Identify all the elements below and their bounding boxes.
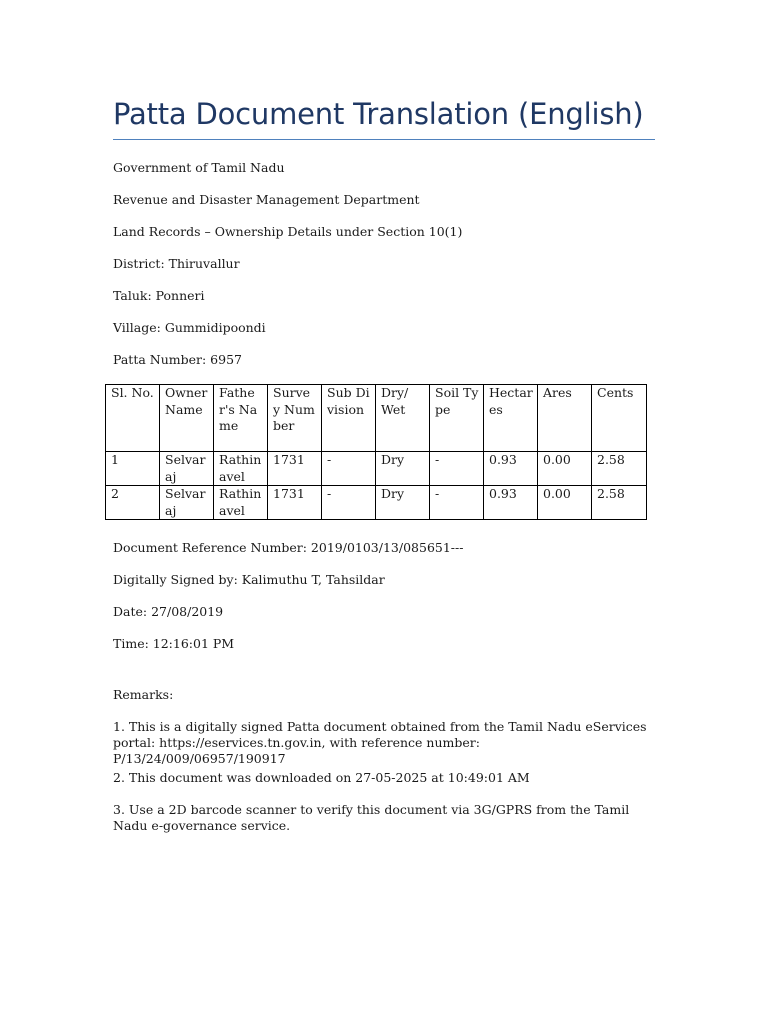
cell-dry-wet: Dry xyxy=(376,452,430,486)
col-soil-type: Soil Type xyxy=(430,385,484,452)
cell-hectares: 0.93 xyxy=(484,486,538,520)
time-line: Time: 12:16:01 PM xyxy=(113,636,235,651)
cell-cents: 2.58 xyxy=(592,486,647,520)
department-line: Revenue and Disaster Management Department xyxy=(113,192,420,207)
district-line: District: Thiruvallur xyxy=(113,256,240,271)
cell-sl-no: 1 xyxy=(106,452,160,486)
cell-owner-name: Selvaraj xyxy=(160,486,214,520)
remark-item: 2. This document was downloaded on 27-05-2025 at 10:49:01 AM xyxy=(113,770,530,785)
cell-sub-division: - xyxy=(322,486,376,520)
village-line: Village: Gummidipoondi xyxy=(113,320,266,335)
title-underline xyxy=(113,139,655,140)
patta-number-line: Patta Number: 6957 xyxy=(113,352,242,367)
col-cents: Cents xyxy=(592,385,647,452)
signed-by-line: Digitally Signed by: Kalimuthu T, Tahsildar xyxy=(113,572,385,587)
cell-sub-division: - xyxy=(322,452,376,486)
cell-survey-number: 1731 xyxy=(268,452,322,486)
col-owner-name: Owner Name xyxy=(160,385,214,452)
remark-item: 1. This is a digitally signed Patta document obtained from the Tamil Nadu eServices portal: https://eservices.tn.gov.in, with reference number: P/13/24/009/06957/190917 xyxy=(113,719,647,766)
cell-hectares: 0.93 xyxy=(484,452,538,486)
remark-item: 3. Use a 2D barcode scanner to verify this document via 3G/GPRS from the Tamil Nadu e-governance service. xyxy=(113,802,630,833)
cell-ares: 0.00 xyxy=(538,452,592,486)
ownership-table xyxy=(105,384,647,520)
date-line: Date: 27/08/2019 xyxy=(113,604,224,619)
cell-soil-type: - xyxy=(430,486,484,520)
col-survey-number: Survey Number xyxy=(268,385,322,452)
document-title: Patta Document Translation (English) xyxy=(113,97,644,131)
cell-ares: 0.00 xyxy=(538,486,592,520)
cell-soil-type: - xyxy=(430,452,484,486)
cell-fathers-name: Rathinavel xyxy=(214,452,268,486)
cell-cents: 2.58 xyxy=(592,452,647,486)
table-row xyxy=(106,452,647,486)
col-sub-division: Sub Division xyxy=(322,385,376,452)
col-hectares: Hectares xyxy=(484,385,538,452)
cell-owner-name: Selvaraj xyxy=(160,452,214,486)
table-header-row xyxy=(106,385,647,452)
cell-sl-no: 2 xyxy=(106,486,160,520)
cell-fathers-name: Rathinavel xyxy=(214,486,268,520)
col-fathers-name: Father's Name xyxy=(214,385,268,452)
records-section-line: Land Records – Ownership Details under Section 10(1) xyxy=(113,224,463,239)
table-row xyxy=(106,486,647,520)
taluk-line: Taluk: Ponneri xyxy=(113,288,205,303)
government-line: Government of Tamil Nadu xyxy=(113,160,285,175)
col-ares: Ares xyxy=(538,385,592,452)
col-dry-wet: Dry/ Wet xyxy=(376,385,430,452)
remarks-heading: Remarks: xyxy=(113,687,174,702)
cell-survey-number: 1731 xyxy=(268,486,322,520)
reference-number-line: Document Reference Number: 2019/0103/13/085651--- xyxy=(113,540,464,555)
col-sl-no: Sl. No. xyxy=(106,385,160,452)
cell-dry-wet: Dry xyxy=(376,486,430,520)
